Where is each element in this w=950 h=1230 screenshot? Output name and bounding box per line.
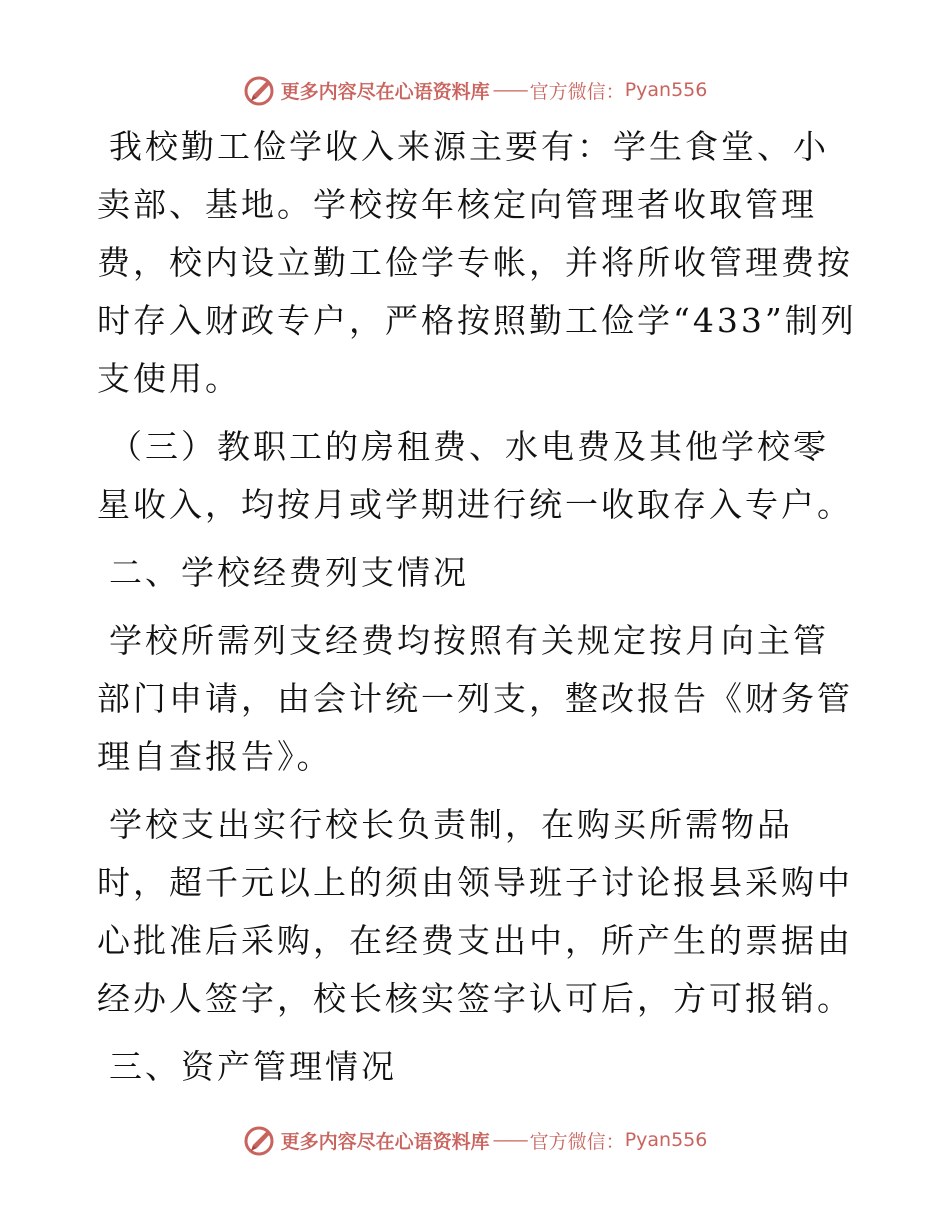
paragraph-staff-income: （三）教职工的房租费、水电费及其他学校零星收入，均按月或学期进行统一收取存入专户。 xyxy=(97,427,853,524)
paragraph-income-sources: 我校勤工俭学收入来源主要有：学生食堂、小卖部、基地。学校按年核定向管理者收取管理费，校内设立勤工俭学专帐，并将所收管理费按时存入财政专户，严格按照勤工俭学“433”制列支使用。 xyxy=(97,127,857,398)
watermark-label: 官方微信： xyxy=(529,80,625,103)
header-watermark xyxy=(0,70,950,110)
watermark-label: 官方微信： xyxy=(529,1130,625,1153)
section-heading-assets: 三、资产管理情况 xyxy=(109,1047,397,1086)
section-heading-expenditure: 二、学校经费列支情况 xyxy=(109,553,469,592)
watermark-separator: —— xyxy=(492,79,527,101)
document-body xyxy=(97,118,857,1106)
watermark-separator: —— xyxy=(492,1129,527,1151)
footer-watermark xyxy=(0,1120,950,1160)
paragraph-principal-responsibility: 学校支出实行校长负责制，在购买所需物品时，超千元以上的须由领导班子讨论报县采购中心批准后采购，在经费支出中，所产生的票据由经办人签字，校长核实签字认可后，方可报销。 xyxy=(97,805,853,1018)
paragraph-expenditure-application: 学校所需列支经费均按照有关规定按月向主管部门申请，由会计统一列支，整改报告《财务管理自查报告》。 xyxy=(97,621,853,776)
pen-logo-icon xyxy=(243,73,277,107)
watermark-account: Pyan556 xyxy=(624,1129,708,1151)
pen-logo-icon xyxy=(243,1123,277,1157)
watermark-account: Pyan556 xyxy=(624,79,708,101)
watermark-brand: 更多内容尽在心语资料库 xyxy=(280,1130,490,1153)
watermark-brand: 更多内容尽在心语资料库 xyxy=(280,80,490,103)
